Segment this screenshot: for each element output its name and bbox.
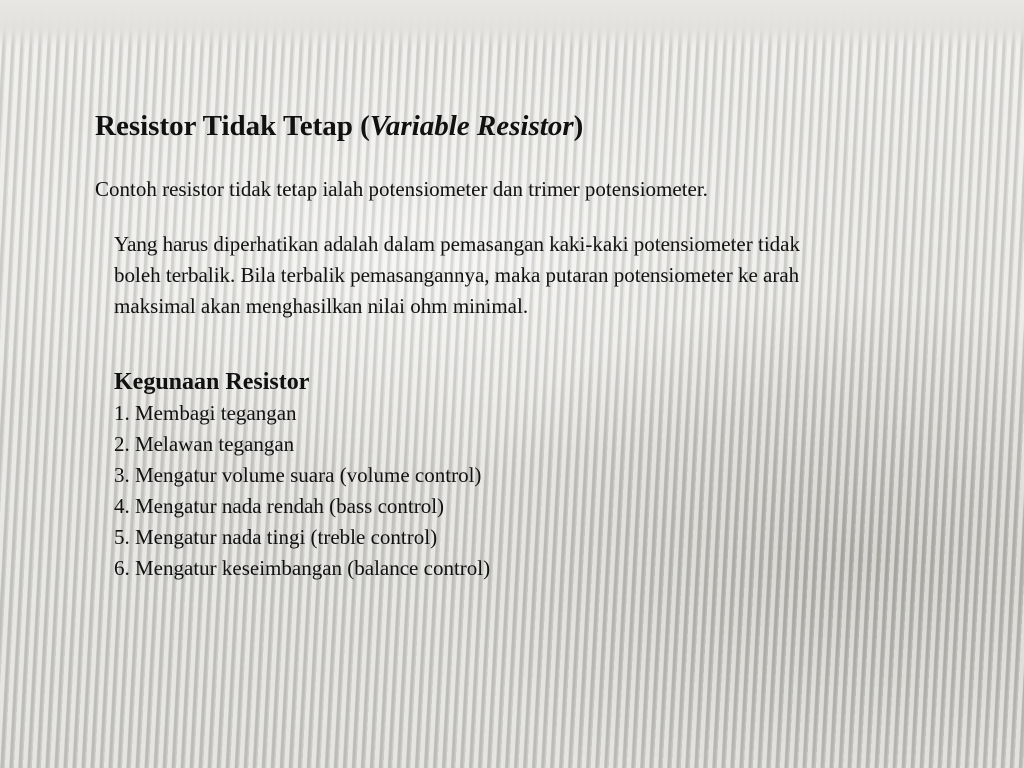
list-item: 3. Mengatur volume suara (volume control): [114, 463, 482, 487]
heading-text: Resistor Tidak Tetap (: [95, 110, 370, 142]
list-item: 2. Melawan tegangan: [114, 432, 295, 456]
intro-paragraph: Contoh resistor tidak tetap ialah potensiometer dan trimer potensiometer.: [95, 177, 708, 201]
note-line: boleh terbalik. Bila terbalik pemasangannya, maka putaran potensiometer ke arah: [114, 263, 800, 287]
slide-top-band: [0, 0, 1024, 48]
list-item: 4. Mengatur nada rendah (bass control): [114, 494, 445, 518]
note-line: maksimal akan menghasilkan nilai ohm minimal.: [114, 294, 529, 318]
uses-title: Kegunaan Resistor: [114, 369, 310, 395]
uses-list: [114, 398, 490, 584]
heading-italic-text: Variable Resistor: [369, 110, 574, 142]
list-item: 5. Mengatur nada tingi (treble control): [114, 525, 438, 549]
uses-section: [114, 367, 490, 584]
slide-heading: [95, 108, 583, 144]
note-paragraph: [114, 229, 974, 322]
note-line: Yang harus diperhatikan adalah dalam pemasangan kaki-kaki potensiometer tidak: [114, 232, 800, 256]
list-item: 1. Membagi tegangan: [114, 401, 297, 425]
list-item: 6. Mengatur keseimbangan (balance control): [114, 556, 491, 580]
heading-close-paren: ): [573, 110, 584, 142]
